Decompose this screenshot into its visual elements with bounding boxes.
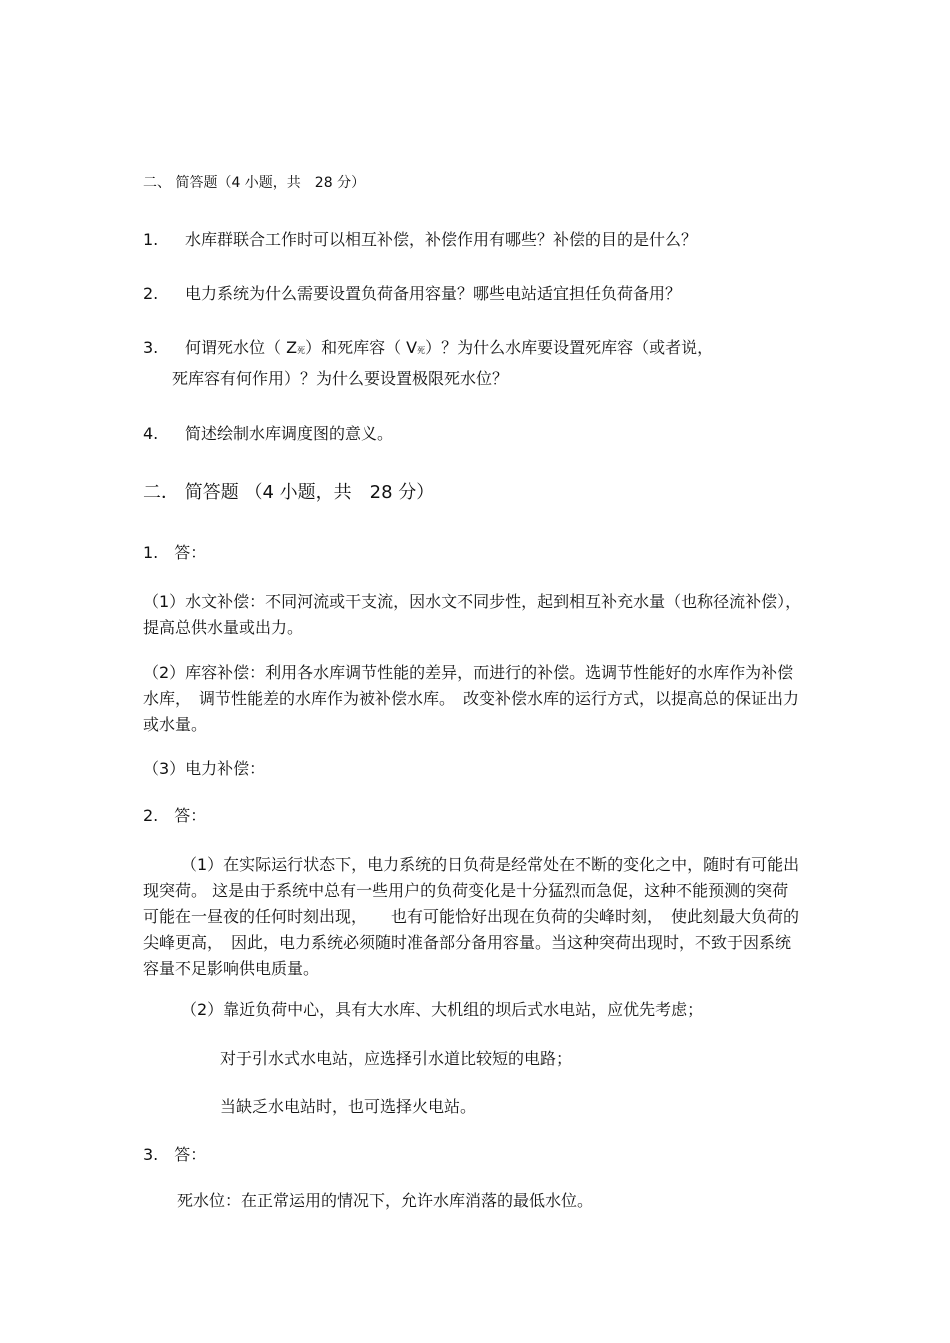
questions-heading: 二、 简答题（4 小题，共 28 分）: [143, 175, 366, 191]
question-3-line-1: [185, 338, 713, 361]
answer-2-label: 2. 答：: [143, 806, 207, 825]
answer-2-paragraph-2: （2）靠近负荷中心，具有大水库、大机组的坝后式水电站，应优先考虑；: [181, 1000, 704, 1019]
answer-1-paragraph-3: （3）电力补偿：: [143, 759, 266, 778]
question-3-part-b: ）和死库容（ V: [305, 338, 418, 357]
question-3-part-a: 何谓死水位（ Z: [185, 338, 298, 357]
question-3-line-2: 死库容有何作用）？为什么要设置极限死水位？: [172, 369, 509, 388]
question-4-text: 简述绘制水库调度图的意义。: [185, 424, 394, 443]
answer-1-paragraph-1: （1）水文补偿：不同河流或干支流，因水文不同步性，起到相互补充水量（也称径流补偿），提高总供水量或出力。: [143, 592, 802, 637]
answer-3-label: 3. 答：: [143, 1145, 207, 1164]
answers-heading: 二． 简答题 （4 小题，共 28 分）: [143, 482, 435, 503]
question-3-number: 3.: [143, 338, 159, 357]
question-3-subscript-a: 死: [297, 346, 306, 355]
answer-1-label: 1. 答：: [143, 543, 207, 562]
question-3-part-c: ）？为什么水库要设置死库容（或者说，: [425, 338, 714, 357]
question-1-text: 水库群联合工作时可以相互补偿，补偿作用有哪些？补偿的目的是什么？: [185, 230, 698, 249]
answer-2-paragraph-3: 对于引水式水电站，应选择引水道比较短的电路；: [220, 1049, 573, 1068]
answer-2-paragraph-4: 当缺乏水电站时，也可选择火电站。: [220, 1097, 477, 1116]
question-1-number: 1.: [143, 230, 159, 249]
question-2-text: 电力系统为什么需要设置负荷备用容量？哪些电站适宜担任负荷备用？: [185, 284, 682, 303]
question-2-number: 2.: [143, 284, 159, 303]
answer-3-paragraph-1: 死水位：在正常运用的情况下，允许水库消落的最低水位。: [177, 1191, 594, 1210]
answer-1-paragraph-2: （2）库容补偿：利用各水库调节性能的差异，而进行的补偿。选调节性能好的水库作为补偿水库， 调节性能差的水库作为被补偿水库。 改变补偿水库的运行方式，以提高总的保证出力或水量。: [143, 663, 800, 734]
question-3-subscript-b: 死: [417, 346, 426, 355]
answer-2-paragraph-1: （1）在实际运行状态下，电力系统的日负荷是经常处在不断的变化之中，随时有可能出现突荷。 这是由于系统中总有一些用户的负荷变化是十分猛烈而急促，这种不能预测的突荷可能在一昼夜的任何时刻出现， 也有可能恰好出现在负荷的尖峰时刻， 使此刻最大负荷的尖峰更高， 因此，电力系统必须随时准备部分备用容量。当这种突荷出现时，不致于因系统容量不足影响供电质量。: [143, 855, 800, 978]
question-4-number: 4.: [143, 424, 159, 443]
